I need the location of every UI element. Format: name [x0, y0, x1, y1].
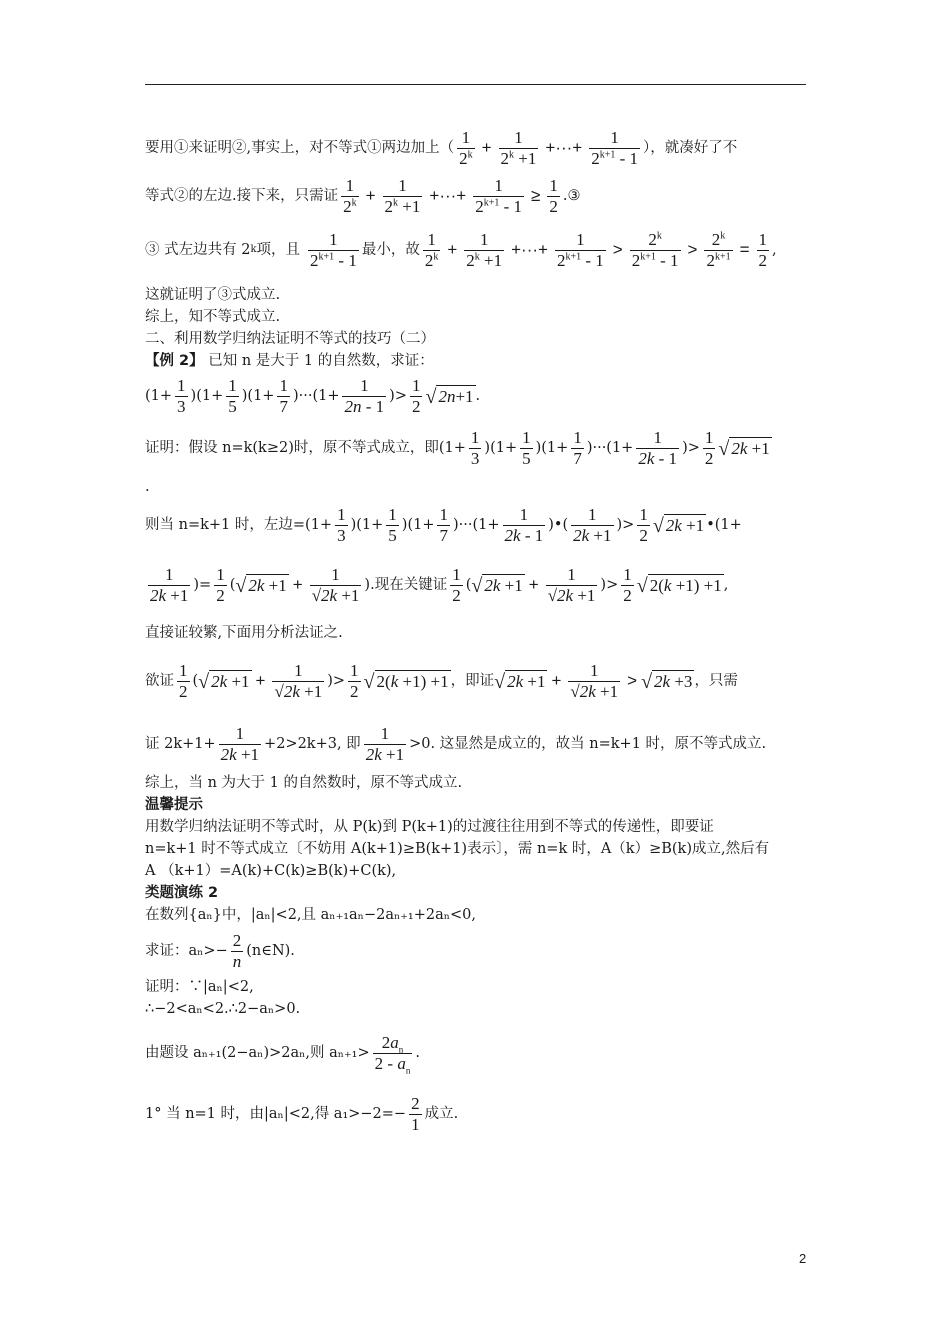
example-label: 【例 2】 [145, 353, 204, 369]
text-span: ，只需 [694, 673, 738, 689]
header-rule [145, 84, 806, 85]
formula-line [145, 716, 809, 772]
fraction: $\frac{2^k}{2^{k+1} - 1}$ [631, 229, 679, 270]
exercise-heading: 类题演练 2 [145, 885, 219, 901]
fraction: $\frac{2a_n}{2 - a_n}$ [374, 1032, 411, 1075]
fraction: $\frac{1}{2^k +1}$ [500, 127, 537, 168]
fraction: $\frac{1}{3}$ [337, 504, 346, 545]
text-span: 最小，故 [361, 242, 420, 258]
fraction: $\frac{1}{2}$ [452, 564, 461, 605]
fraction: $\frac{1}{2^{k+1} - 1}$ [475, 175, 523, 216]
fraction: $\frac{1}{2}$ [549, 175, 558, 216]
text-line: 证明：∵|aₙ|<2, [145, 979, 254, 995]
text-span: +2>2k+3, 即 [264, 736, 361, 752]
fraction: $\frac{1}{2^{k+1} - 1}$ [310, 229, 357, 270]
text-line: A （k+1）=A(k)+C(k)≥B(k)+C(k), [145, 863, 397, 879]
text-span: 证 2k+1+ [145, 736, 216, 752]
fraction: $\frac{1}{√2k +1}$ [311, 564, 360, 605]
text-span: >0. 这显然是成立的，故当 n=k+1 时，原不等式成立. [409, 736, 767, 752]
formula-line [145, 1086, 809, 1142]
text-span: 则当 n=k+1 时，左边= [145, 517, 306, 533]
square-root: √ 2k +1 [718, 437, 770, 460]
text-span: ，即证 [450, 673, 495, 689]
formula-line: (1+ $\frac{1}{3}$ )(1+ $\frac{1}{5}$ )(1+ $\frac{1}{7}$ )···(1+ $\frac{1}{2n - 1}$ )> $\frac{1}{2}$ √ 2n+1 . [145, 375, 481, 416]
text-span: 已知 n 是大于 1 的自然数，求证： [203, 353, 434, 369]
fraction: $\frac{1}{2}$ [623, 564, 632, 605]
text-line: 在数列{aₙ}中，|aₙ|<2,且 aₙ₊₁aₙ−2aₙ₊₁+2aₙ<0, [145, 907, 476, 923]
text-line: . [145, 479, 150, 495]
fraction: $\frac{1}{3}$ [177, 375, 186, 416]
square-root: √ 2k +1 [235, 574, 287, 597]
formula-line: 则当 n=k+1 时，左边= (1+ $\frac{1}{3}$ )(1+ $\frac{1}{5}$ )(1+ $\frac{1}{7}$ )···(1+ $\frac{1}{2k - 1}$ )•( $\frac{1}{2k +1}$ )> $\frac{1}{2}$ √ 2k +1 •(1+ [145, 504, 742, 545]
formula-line: 证明：假设 n=k(k≥2)时，原不等式成立，即 (1+ $\frac{1}{3}$ )(1+ $\frac{1}{5}$ )(1+ $\frac{1}{7}$ )···(1+ $\frac{1}{2k - 1}$ )> $\frac{1}{2}$ √ 2k +1 [145, 427, 770, 468]
text-span: 等式②的左边.接下来，只需证 [145, 188, 339, 204]
text-line: 要用①来证明②,事实上，对不等式①两边加上（ $\frac{1}{2^k}$ + $\frac{1}{2^k +1}$ +···+ $\frac{1}{2^{k+1} - 1}$ ），就凑好了不 [145, 127, 738, 168]
formula-line: $\frac{1}{2k +1}$ )= $\frac{1}{2}$ ( √ 2k +1 + $\frac{1}{√2k +1}$ ).现在关键证 $\frac{1}{2}$ ( √ 2k +1 + $\frac{1}{√2k +1}$ )> $\frac{1}{2}$ √ 2(k +1) +1 , [150, 564, 729, 605]
fraction: $\frac{1}{2}$ [350, 660, 359, 701]
page-number: 2 [799, 1251, 807, 1266]
text-line: 综上，当 n 为大于 1 的自然数时，原不等式成立. [145, 775, 463, 791]
text-span: .③ [562, 188, 581, 204]
fraction: $\frac{2}{1}$ [411, 1093, 420, 1134]
tip-heading: 温馨提示 [145, 797, 203, 813]
square-root: √ 2k +1 [471, 574, 523, 597]
fraction: $\frac{2}{n}$ [232, 930, 242, 971]
text-span: 求证：aₙ>− [145, 943, 228, 959]
fraction: $\frac{1}{2}$ [704, 427, 714, 468]
square-root: √ 2k +1 [198, 670, 250, 693]
text-span: (n∈N). [246, 943, 295, 959]
fraction: $\frac{1}{√2k +1}$ [274, 660, 323, 701]
square-root: √ 2n+1 [425, 385, 474, 408]
text-span: ③ 式左边共有 2 [145, 242, 251, 258]
square-root: √ 2(k +1) +1 [636, 574, 722, 597]
text-span: 项，且 [256, 242, 301, 258]
fraction: $\frac{1}{2}$ [758, 229, 768, 270]
fraction: $\frac{1}{2}$ [411, 375, 421, 416]
fraction: $\frac{1}{2k - 1}$ [638, 427, 678, 468]
fraction: $\frac{1}{2k - 1}$ [504, 504, 544, 545]
text-span: . [415, 1045, 420, 1061]
fraction: $\frac{1}{2}$ [179, 660, 188, 701]
fraction: $\frac{1}{7}$ [573, 427, 582, 468]
text-line: ∴−2<aₙ<2.∴2−aₙ>0. [145, 1001, 301, 1017]
fraction: $\frac{1}{2}$ [216, 564, 225, 605]
formula-line [145, 1024, 809, 1082]
fraction: $\frac{1}{√2k +1}$ [547, 564, 596, 605]
square-root: √ 2k +1 [494, 670, 546, 693]
fraction: $\frac{1}{7}$ [279, 375, 288, 416]
fraction: $\frac{1}{2^k}$ [459, 127, 473, 168]
square-root: √ 2k +3 [641, 670, 693, 693]
fraction: $\frac{1}{7}$ [439, 504, 448, 545]
section-heading: 二、利用数学归纳法证明不等式的技巧（二） [145, 331, 435, 347]
fraction: $\frac{1}{2^{k+1} - 1}$ [556, 229, 604, 270]
fraction: $\frac{1}{2k +1}$ [220, 723, 260, 764]
fraction: $\frac{1}{2k +1}$ [365, 723, 405, 764]
fraction: $\frac{1}{2k +1}$ [150, 564, 189, 605]
fraction: $\frac{1}{2k +1}$ [573, 504, 612, 545]
fraction: $\frac{1}{2^k +1}$ [384, 175, 421, 216]
text-line [145, 350, 809, 372]
fraction: $\frac{1}{2}$ [639, 504, 648, 545]
text-span: 成立. [424, 1106, 459, 1122]
text-line: 等式②的左边.接下来，只需证 $\frac{1}{2^k}$ + $\frac{1}{2^k +1}$ +···+ $\frac{1}{2^{k+1} - 1}$ ≥ $\frac{1}{2}$ .③ [145, 175, 581, 216]
text-line: ③ 式左边共有 2 k 项，且 $\frac{1}{2^{k+1} - 1}$ 最小，故 $\frac{1}{2^k}$ + $\frac{1}{2^k +1}$ +···+ $\frac{1}{2^{k+1} - 1}$ > $\frac{2^k}{2^{k+1} - 1}$ > $\frac{2^k}{2^{k+1}}$ = $\frac{1}{2}$ , [145, 229, 777, 270]
fraction: $\frac{2^k}{2^{k+1}}$ [706, 229, 731, 270]
text-line: 综上，知不等式成立. [145, 309, 281, 325]
text-span: ），就凑好了不 [643, 140, 738, 156]
formula-line: 欲证 $\frac{1}{2}$ ( √ 2k +1 + $\frac{1}{√2k +1}$ )> $\frac{1}{2}$ √ 2(k +1) +1 ，即证 √ 2k +1 + $\frac{1}{√2k +1}$ > √ 2k +3 ，只需 [145, 660, 738, 701]
text-span: 证明：假设 n=k(k≥2)时，原不等式成立，即 [145, 440, 439, 456]
fraction: $\frac{1}{3}$ [470, 427, 480, 468]
fraction: $\frac{1}{2^{k+1} - 1}$ [591, 127, 639, 168]
square-root: √ 2(k +1) +1 [363, 670, 449, 693]
formula-line [145, 926, 809, 976]
fraction: $\frac{1}{2^k}$ [424, 229, 439, 270]
text-line: 直接证较繁,下面用分析法证之. [145, 625, 343, 641]
document-body [145, 126, 809, 1142]
fraction: $\frac{1}{5}$ [388, 504, 397, 545]
text-span: 由题设 aₙ₊₁(2−aₙ)>2aₙ,则 aₙ₊₁> [145, 1045, 370, 1061]
square-root: √ 2k +1 [652, 514, 705, 537]
text-line: 这就证明了③式成立. [145, 287, 281, 303]
text-span: 欲证 [145, 673, 174, 689]
text-span: 要用①来证明②,事实上，对不等式①两边加上（ [145, 140, 455, 156]
fraction: $\frac{1}{2^k +1}$ [466, 229, 503, 270]
fraction: $\frac{1}{2n - 1}$ [344, 375, 385, 416]
fraction: $\frac{1}{5}$ [228, 375, 237, 416]
fraction: $\frac{1}{5}$ [522, 427, 531, 468]
text-line: n=k+1 时不等式成立〔不妨用 A(k+1)≥B(k+1)表示〕，需 n=k 时，A（k）≥B(k)成立,然后有 [145, 841, 770, 857]
fraction: $\frac{1}{2^k}$ [343, 175, 357, 216]
text-span: 1° 当 n=1 时，由|aₙ|<2,得 a₁>−2=− [145, 1106, 407, 1122]
text-line: 用数学归纳法证明不等式时，从 P(k)到 P(k+1)的过渡往往用到不等式的传递性，即要证 [145, 819, 714, 835]
fraction: $\frac{1}{√2k +1}$ [570, 660, 619, 701]
